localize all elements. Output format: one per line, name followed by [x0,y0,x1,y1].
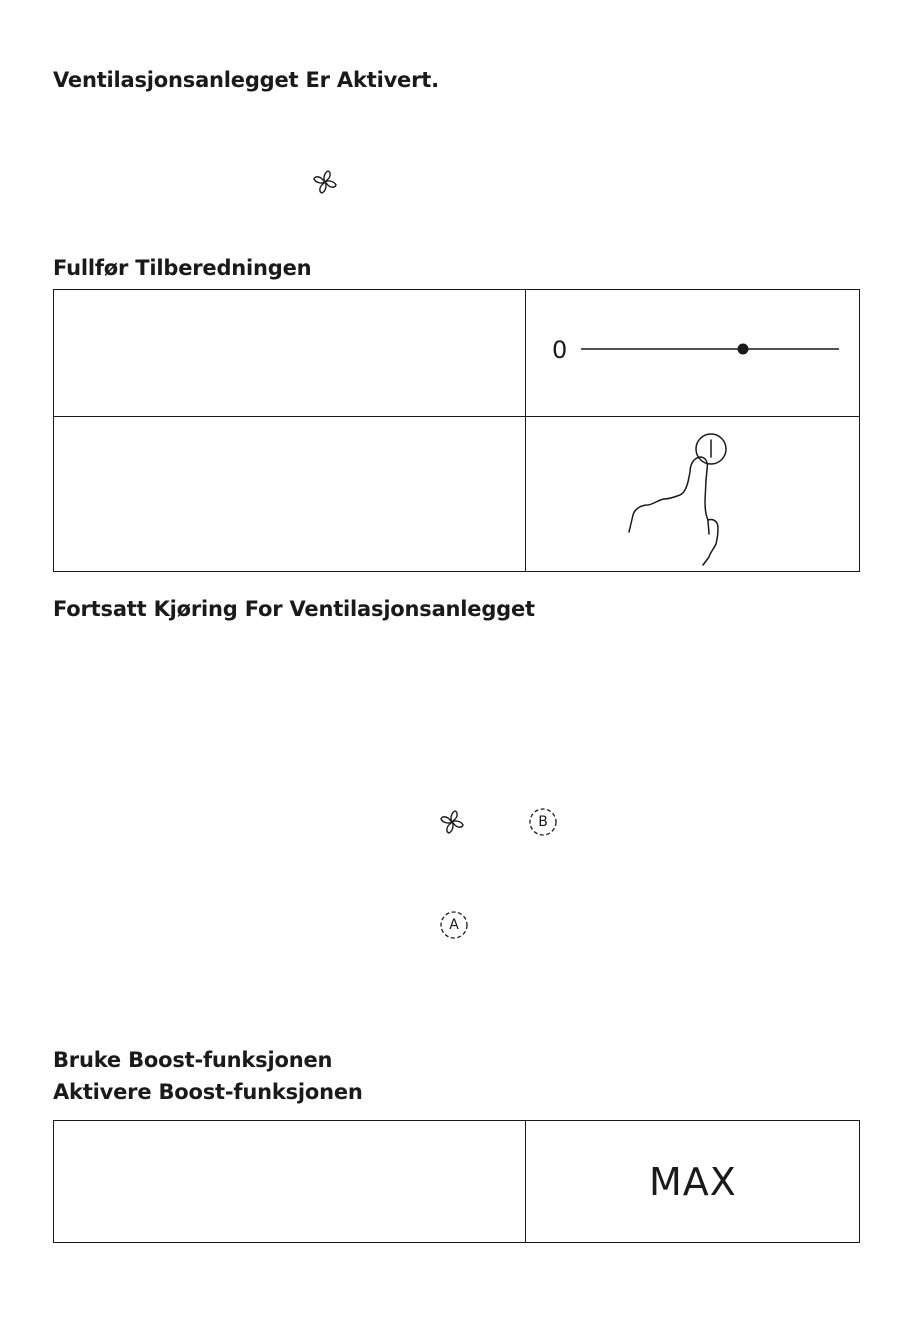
boost-table [53,1120,860,1243]
table-cell-boost-text [54,1121,525,1241]
max-label: MAX [649,1160,737,1204]
section-title-boost: Bruke Boost-funksjonen [53,1048,333,1072]
table-row-divider [54,416,859,417]
finish-cooking-table [53,289,860,572]
table-cell-step-2-text [54,418,525,571]
section-title-continued-running: Fortsatt Kjøring For Ventilasjonsanlegget [53,597,535,621]
finger-press-icon [622,426,742,571]
section-subtitle-activate-boost: Aktivere Boost-funksjonen [53,1080,363,1104]
b-button-letter: B [538,814,548,830]
b-button-icon [528,807,558,837]
table-cell-step-1-image [527,290,858,416]
section-title-finish-cooking: Fullfør Tilberedningen [53,256,312,280]
table-cell-step-1-text [54,290,525,416]
table-column-divider [525,1121,526,1242]
section-title-ventilation-active: Ventilasjonsanlegget Er Aktivert. [53,68,439,92]
knob-zero-label: 0 [552,336,568,364]
a-button-letter: A [449,917,459,933]
a-button-icon [439,910,469,940]
table-cell-step-2-image [527,418,858,571]
table-column-divider [525,290,526,571]
fan-icon [309,166,341,198]
fan-icon [436,806,468,838]
table-cell-boost-image [527,1121,858,1241]
knob-slider-icon [579,338,841,362]
